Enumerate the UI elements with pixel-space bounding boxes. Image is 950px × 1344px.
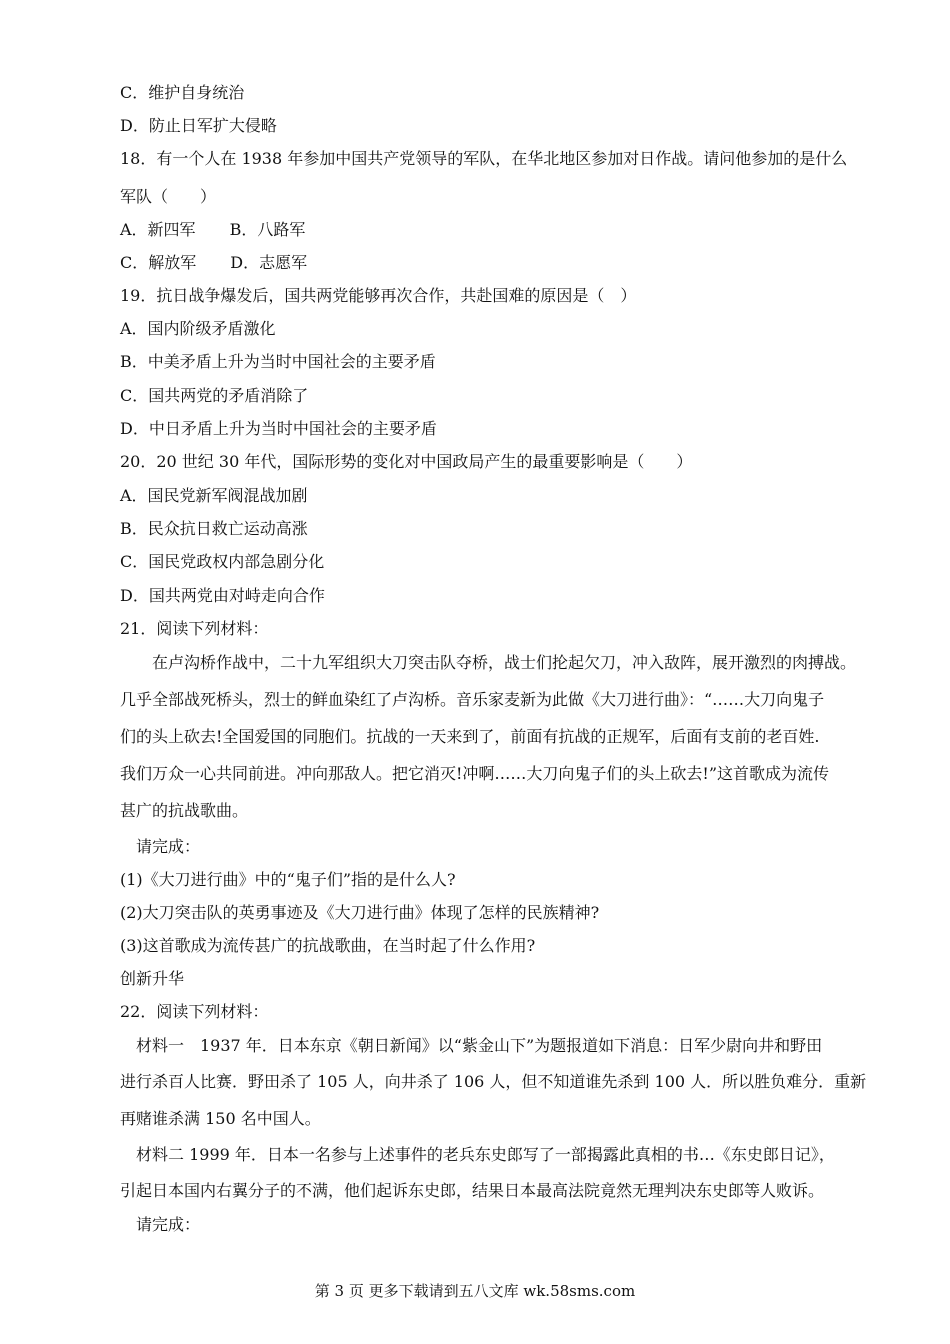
q21-material-line2: 几乎全部战死桥头，烈士的鲜血染红了卢沟桥。音乐家麦新为此做《大刀进行曲》：“……大刀向鬼子 xyxy=(120,690,825,709)
q20-option-a: A．国民党新军阀混战加剧 xyxy=(120,486,308,505)
q22-material1-line2: 进行杀百人比赛．野田杀了 105 人，向井杀了 106 人，但不知道谁先杀到 100 人．所以胜负难分．重新 xyxy=(120,1072,867,1091)
q18-stem-line2: 军队（ ） xyxy=(120,187,217,206)
q18-option-a: A．新四军 xyxy=(120,220,196,239)
q21-material-line4: 我们万众一心共同前进。冲向那敌人。把它消灭!冲啊……大刀向鬼子们的头上砍去!”这首歌成为流传 xyxy=(120,764,830,783)
section-title: 创新升华 xyxy=(120,969,185,988)
q21-stem: 21．阅读下列材料： xyxy=(120,619,269,638)
q22-stem: 22．阅读下列材料： xyxy=(120,1002,269,1021)
q22-material1-line3: 再赌谁杀满 150 名中国人。 xyxy=(120,1109,321,1128)
q20-stem: 20．20 世纪 30 年代，国际形势的变化对中国政局产生的最重要影响是（ ） xyxy=(120,452,693,471)
q22-instruction: 请完成： xyxy=(136,1215,201,1234)
q21-material-line1: 在卢沟桥作战中，二十九军组织大刀突击队夺桥，战士们抡起欠刀，冲入敌阵，展开激烈的肉搏战。 xyxy=(152,653,857,672)
q21-material-line5: 甚广的抗战歌曲。 xyxy=(120,801,249,820)
q19-option-d: D．中日矛盾上升为当时中国社会的主要矛盾 xyxy=(120,419,437,438)
q21-sub2: (2)大刀突击队的英勇事迹及《大刀进行曲》体现了怎样的民族精神? xyxy=(120,903,600,922)
q22-material1-line1: 材料一 1937 年．日本东京《朝日新闻》以“紫金山下”为题报道如下消息：日军少尉向井和野田 xyxy=(136,1036,823,1055)
q21-material-line3: 们的头上砍去!全国爱国的同胞们。抗战的一天来到了，前面有抗战的正规军，后面有支前的老百姓. xyxy=(120,727,820,746)
q21-sub3: (3)这首歌成为流传甚广的抗战歌曲，在当时起了什么作用? xyxy=(120,936,536,955)
q21-sub1: (1)《大刀进行曲》中的“鬼子们”指的是什么人? xyxy=(120,870,456,889)
q20-option-c: C．国民党政权内部急剧分化 xyxy=(120,552,325,571)
page-footer: 第 3 页 更多下载请到五八文库 wk.58sms.com xyxy=(314,1282,636,1300)
q17-option-d: D．防止日军扩大侵略 xyxy=(120,116,277,135)
q18-option-c: C．解放军 xyxy=(120,253,197,272)
q20-option-b: B．民众抗日救亡运动高涨 xyxy=(120,519,308,538)
q19-stem: 19．抗日战争爆发后，国共两党能够再次合作，共赴国难的原因是（ ） xyxy=(120,286,637,305)
q22-material2-line1: 材料二 1999 年．日本一名参与上述事件的老兵东史郎写了一部揭露此真相的书…《东史郎日记》， xyxy=(136,1145,835,1164)
q18-options-row1 xyxy=(120,219,305,241)
q19-option-b: B．中美矛盾上升为当时中国社会的主要矛盾 xyxy=(120,352,436,371)
q18-options-row2 xyxy=(120,252,307,274)
q22-material2-line2: 引起日本国内右翼分子的不满，他们起诉东史郎，结果日本最高法院竟然无理判决东史郎等人败诉。 xyxy=(120,1181,825,1200)
q19-option-a: A．国内阶级矛盾激化 xyxy=(120,319,276,338)
q17-option-c: C．维护自身统治 xyxy=(120,83,245,102)
q21-instruction: 请完成： xyxy=(136,837,201,856)
q18-option-d: D．志愿军 xyxy=(230,253,308,272)
q20-option-d: D．国共两党由对峙走向合作 xyxy=(120,586,325,605)
q18-option-b: B．八路军 xyxy=(229,220,306,239)
q19-option-c: C．国共两党的矛盾消除了 xyxy=(120,386,309,405)
q18-stem-line1: 18．有一个人在 1938 年参加中国共产党领导的军队，在华北地区参加对日作战。请问他参加的是什么 xyxy=(120,149,848,168)
